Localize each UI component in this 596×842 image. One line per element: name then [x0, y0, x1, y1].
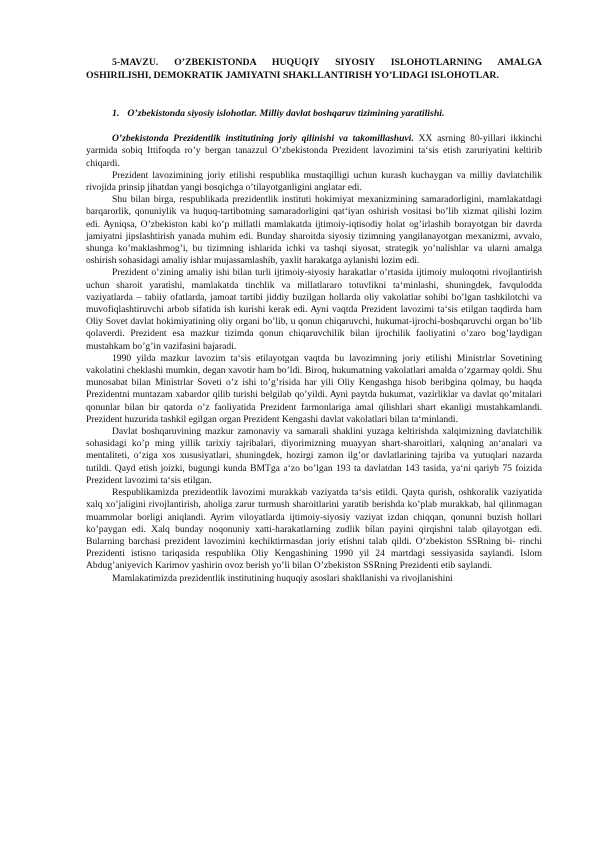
body-paragraphs: [86, 170, 542, 585]
lead-paragraph: [86, 133, 542, 170]
body-paragraph: Respublikamizda prezidentlik lavozimi murakkab vaziyatda ta‘sis etildi. Qayta qurish, oshkoralik vaziyatida xalq xo’jaligini rivojlantirish, aholiga zarur turmush sharoitlarini yaratib berishda ko’plab murakkab, hal qilinmagan muammolar borligi aniqlandi. Ayrim viloyatlarda ijtimoiy-siyosiy vaziyat izdan chiqqan, qonunni buzish hollari ko’paygan edi. Xalq bunday noqonuniy xatti-harakatlarning zudlik bilan payini qirqishni talab qilayotgan edi. Bularning barchasi prezident lavozimini kechiktirmasdan joriy etishni talab qildi. O’zbekiston SSRning bi- rinchi Prezidenti istisno tariqasida respublika Oliy Kengashining 1990 yil 24 martdagi sessiyasida saylandi. Islom Abdug’aniyevich Karimov yashirin ovoz berish yo’li bilan O’zbekiston SSRning Prezidenti etib saylandi.: [86, 487, 542, 572]
lead-text: XX asrning 80-yillari ikkinchi yarmida sobiq Ittifoqda ro’y bergan tanazzul O’zbekistonda Prezident lavozimini ta‘sis etish zaruriyatini keltirib chiqardi.: [86, 133, 542, 169]
document-page: [86, 56, 542, 585]
section-heading: [112, 108, 542, 120]
section-number: 1.: [112, 108, 120, 119]
body-paragraph: Davlat boshqaruvining mazkur zamonaviy va samarali shaklini yuzaga keltirishda xalqimizning davlatchilik sohasidagi ko’p ming yillik tarixiy tajribalari, diyorimizning muayyan shart-sharoitlari, xalqning an‘analari va mentaliteti, o’ziga xos xususiyatlari, shuningdek, hozirgi zamon ilg’or davlatlarining tajriba va yutuqlari nazarda tutildi. Qayd etish joizki, bugungi kunda BMTga a‘zo bo’lgan 193 ta davlatdan 143 tasida, ya‘ni qariyb 75 foizida Prezident lavozimi ta‘sis etilgan.: [86, 426, 542, 486]
body-paragraph: Shu bilan birga, respublikada prezidentlik instituti hokimiyat mexanizmining samaradorligini, mamlakatdagi barqarorlik, qonuniylik va huquq-tartibotning samaradorligini qat‘iyan oshirish vositasi bo’lib xizmat qilishi lozim edi. Ayniqsa, O’zbekiston kabi ko’p millatli mamlakatda ijtimoiy-iqtisodiy holat og’irlashib borayotgan bir davrda jamiyatni jipslashtirish yanada muhim edi. Bunday sharoitda siyosiy tizimning yangilanayotgan mexanizmi, avvalo, shunga ko’maklashmog’i, bu tizimning ishlarida ichki va tashqi siyosat, strategik yo’nalishlar va ularni amalga oshirish sohasidagi amaliy ishlar mujassamlashib, yaxlit harakatga aylanishi lozim edi.: [86, 194, 542, 267]
lead-heading: O’zbekistonda Prezidentlik institutining joriy qilinishi va takomillashuvi.: [112, 133, 414, 145]
body-paragraph: Prezident lavozimining joriy etilishi respublika mustaqilligi uchun kurash kuchaygan va milliy davlatchilik rivojida prinsip jihatdan yangi bosqichga o’tilayotganligini anglatar edi.: [86, 169, 542, 194]
body-paragraph: 1990 yilda mazkur lavozim ta‘sis etilayotgan vaqtda bu lavozimning joriy etilishi Ministrlar Sovetining vakolatini cheklashi mumkin, degan xavotir ham bo’ldi. Biroq, hukumatning vakolatlari amalda o’zgarmay qoldi. Shu munosabat bilan Ministrlar Soveti o’z ishi to’g’risida har yili Oliy Kengashga hisob beribgina qolmay, bu haqda Prezidentni muntazam xabardor qilib turishi belgilab qo’yildi. Ayni paytda hukumat, vazirliklar va davlat qo’mitalari qonunlar bilan bir qatorda o’z faoliyatida Prezident farmonlariga amal qilishlari shart ekanligi mustahkamlandi. Prezident huzurida tashkil egilgan organ Prezident Kengashi davlat vakolatlari bilan ta‘minlandi.: [86, 352, 542, 425]
body-paragraph: Mamlakatimizda prezidentlik institutining huquqiy asoslari shakllanishi va rivojlanishini: [112, 572, 453, 584]
section-title: O’zbekistonda siyosiy islohotlar. Milliy davlat boshqaruv tizimining yaratilishi.: [127, 108, 445, 119]
body-paragraph: Prezident o’zining amaliy ishi bilan turli ijtimoiy-siyosiy harakatlar o’rtasida ijtimoiy muloqotni rivojlantirish uchun sharoit yaratishi, mamlakatda tinchlik va millatlararo totuvlikni ta‘minlashi, shuningdek, favqulodda vaziyatlarda – tabiiy ofatlarda, jamoat tartibi jiddiy buzilgan hollarda oliy vakolatlar sohibi bo’lgan tashkilotchi va muvofiqlashtiruvchi arbob sifatida ish kurishi kerak edi. Ayni vaqtda Prezident lavozimi ta‘sis etilgan taqdirda ham Oliy Sovet davlat hokimiyatining oliy organi bo’lib, u qonun chiqaruvchi, hukumat-ijrochi-boshqaruvchi organ bo’lib qolaverdi. Prezident esa mazkur tizimda qonun chiqaruvchilik bilan ijrochilik faoliyatini o’zaro bog’laydigan mustahkam bo’g’in vazifasini bajaradi.: [86, 267, 542, 352]
chapter-title: 5-MAVZU. O’ZBEKISTONDA HUQUQIY SIYOSIY ISLOHOTLARNING AMALGA OSHIRILISHI, DEMOKRATIK JAMIYATNI SHAKLLANTIRISH YO’LIDAGI ISLOHOTLAR.: [86, 57, 542, 81]
